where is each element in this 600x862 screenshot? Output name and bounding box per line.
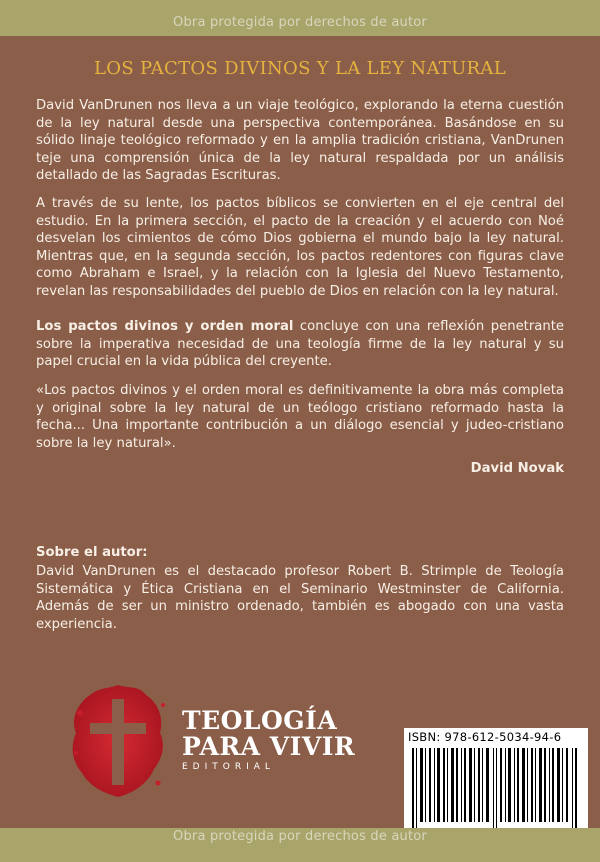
endorsement-quote	[36, 382, 564, 452]
publisher-cross-logo-icon	[68, 683, 168, 799]
about-author-heading: Sobre el autor:	[36, 545, 148, 560]
about-author	[36, 563, 564, 633]
book-title: LOS PACTOS DIVINOS Y LA LEY NATURAL	[94, 58, 506, 79]
isbn-label: ISBN: 978-612-5034-94-6	[408, 730, 562, 744]
publisher-line-2: PARA VIVIR	[182, 732, 356, 761]
book-title-inline: Los pactos divinos y orden moral	[36, 319, 294, 334]
watermark-top: Obra protegida por derechos de autor	[173, 15, 427, 30]
paragraph-conclusion	[36, 318, 564, 371]
paragraph-covenants-text: A través de su lente, los pactos bíblicos se convierten en el eje central del estudio. En la primera sección, el pacto de la creación y el acuerdo con Noé desvelan los cimientos de cómo Dios gobierna el mundo bajo la ley natural. Mientras que, en la segunda sección, los pactos redentores con figuras clave como Abraham e Israel, y la relación con la Iglesia del Nuevo Testamento, revelan las responsabilidades del pueblo de Dios en relación con la ley natural.	[36, 196, 564, 299]
paragraph-conclusion-text: concluye con una reflexión penetrante sobre la imperativa necesidad de una teología firme de la ley natural y su papel crucial en la vida pública del creyente.	[36, 319, 565, 370]
paragraph-intro-text: David VanDrunen nos lleva a un viaje teológico, explorando la eterna cuestión de la ley natural desde una perspectiva contemporánea. Basándose en su sólido linaje teológico reformado y en la amplia tradición cristiana, VanDrunen teje una comprensión única de la ley natural respaldada por un análisis detallado de las Sagradas Escrituras.	[36, 98, 564, 184]
paragraph-covenants	[36, 195, 564, 301]
publisher-line-1: TEOLOGÍA	[182, 706, 338, 735]
publisher-name	[182, 708, 355, 772]
publisher-line-3: EDITORIAL	[182, 762, 275, 772]
endorsement-quote-text: «Los pactos divinos y el orden moral es definitivamente la obra más completa y original sobre la ley natural de un teólogo cristiano reformado hasta la fecha... Una importante contribución a un diálogo esencial y judeo-cristiano sobre la ley natural».	[36, 383, 564, 451]
watermark-bottom: Obra protegida por derechos de autor	[173, 829, 427, 844]
paragraph-intro	[36, 97, 564, 185]
about-author-text: David VanDrunen es el destacado profesor Robert B. Strimple de Teología Sistemática y Ética Cristiana en el Seminario Westminster de California. Además de ser un ministro ordenado, también es abogado con una vasta experiencia.	[36, 564, 564, 632]
barcode-icon	[410, 748, 582, 830]
endorsement-author: David Novak	[470, 461, 564, 476]
